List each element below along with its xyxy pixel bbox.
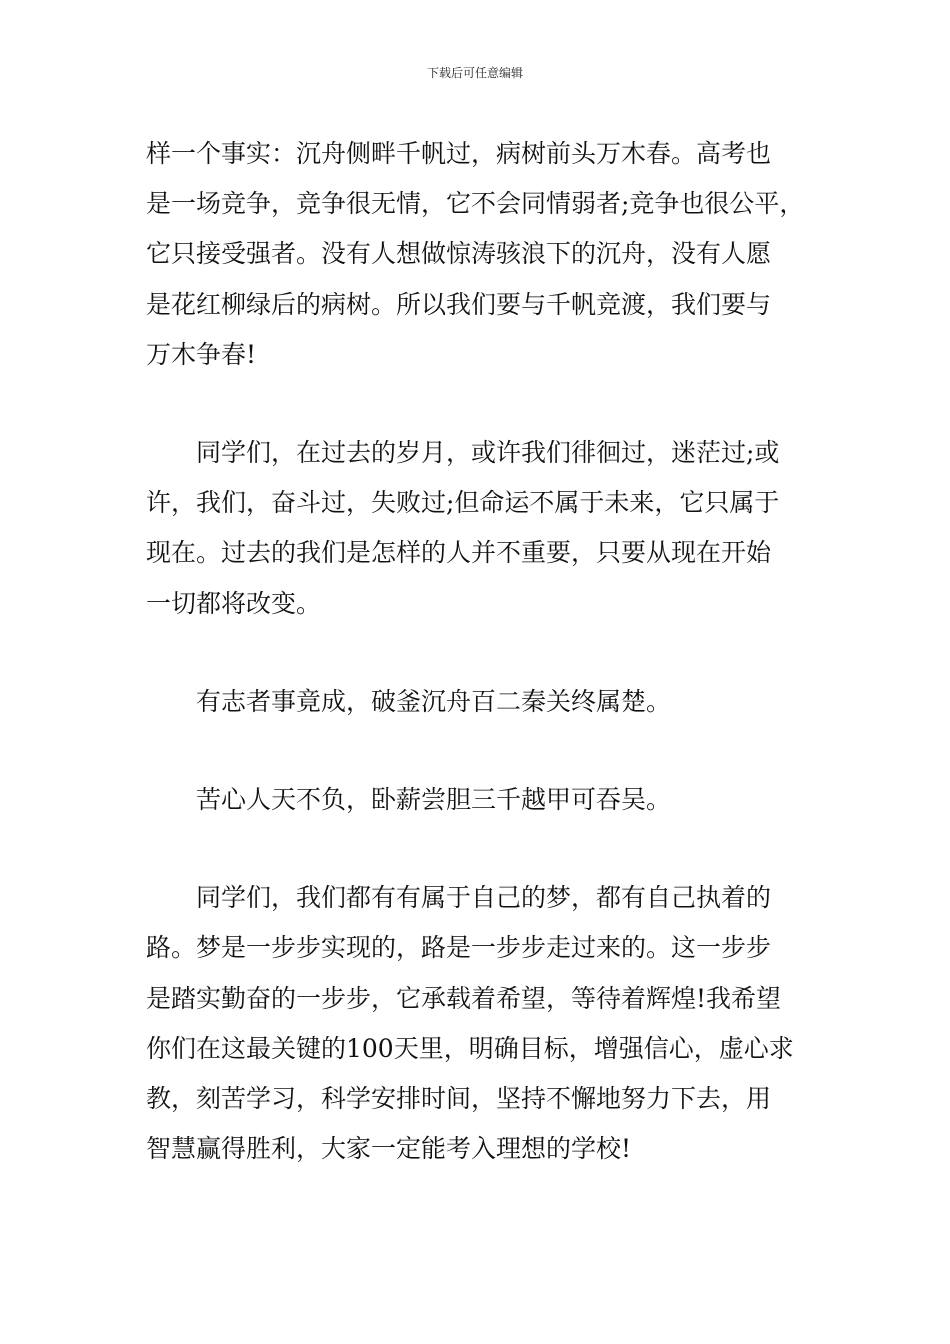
- paragraph-line: 教，刻苦学习，科学安排时间，坚持不懈地努力下去，用: [146, 1084, 772, 1114]
- paragraph-4: [146, 775, 816, 825]
- paragraph-3: [146, 677, 816, 727]
- paragraph-line: 一切都将改变。: [146, 588, 322, 618]
- paragraph-line: 是一场竞争，竞争很无情，它不会同情弱者;竞争也很公平，: [146, 189, 805, 219]
- paragraph-line: 是踏实勤奋的一步步，它承载着希望，等待着辉煌!我希望: [146, 983, 782, 1013]
- paragraph-line: 你们在这最关键的100天里，明确目标，增强信心，虚心求: [146, 1033, 794, 1063]
- paragraph-line: 同学们，在过去的岁月，或许我们徘徊过，迷茫过;或: [196, 438, 780, 468]
- paragraph-5: [146, 873, 816, 1174]
- paragraph-line: 是花红柳绿后的病树。所以我们要与千帆竞渡，我们要与: [146, 289, 772, 319]
- paragraph-line: 苦心人天不负，卧薪尝胆三千越甲可吞吴。: [196, 785, 672, 815]
- paragraph-line: 路。梦是一步步实现的，路是一步步走过来的。这一步步: [146, 933, 772, 963]
- paragraph-line: 万木争春!: [146, 339, 257, 369]
- paragraph-1: [146, 129, 816, 380]
- document-body: [146, 129, 816, 1174]
- paragraph-line: 智慧赢得胜利，大家一定能考入理想的学校!: [146, 1134, 632, 1164]
- paragraph-2: [146, 428, 816, 629]
- paragraph-line: 现在。过去的我们是怎样的人并不重要，只要从现在开始: [146, 538, 772, 568]
- paragraph-line: 许，我们，奋斗过，失败过;但命运不属于未来，它只属于: [146, 488, 780, 518]
- paragraph-line: 它只接受强者。没有人想做惊涛骇浪下的沉舟，没有人愿: [146, 239, 772, 269]
- paragraph-line: 有志者事竟成，破釜沉舟百二秦关终属楚。: [196, 686, 672, 716]
- paragraph-line: 样一个事实：沉舟侧畔千帆过，病树前头万木春。高考也: [146, 139, 772, 168]
- page-header: 下载后可任意编辑: [426, 66, 523, 80]
- paragraph-line: 同学们，我们都有有属于自己的梦，都有自己执着的: [196, 883, 772, 913]
